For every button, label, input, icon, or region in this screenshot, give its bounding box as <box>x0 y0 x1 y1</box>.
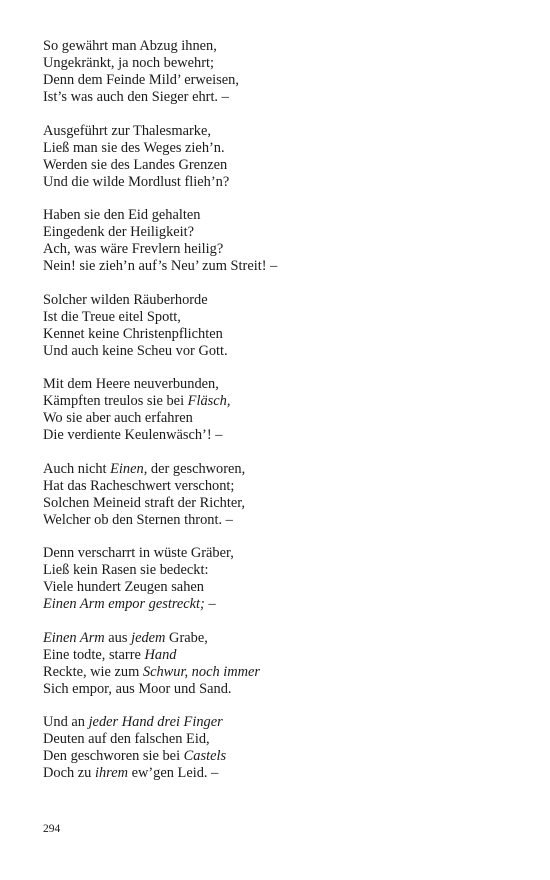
verse-segment: Haben sie den Eid gehalten <box>43 207 201 223</box>
verse-segment: Mit dem Heere neuverbunden, <box>43 376 219 392</box>
verse-line <box>43 123 523 140</box>
verse-line <box>43 681 523 698</box>
verse-segment: Ungekränkt, ja noch bewehrt; <box>43 55 215 71</box>
verse-segment: Reckte, wie zum <box>43 663 143 680</box>
verse-segment-italic: Einen Arm <box>43 629 105 646</box>
verse-line <box>43 512 523 529</box>
verse-line <box>43 410 523 427</box>
verse-segment: Doch zu <box>43 765 95 781</box>
verse-line <box>43 140 523 157</box>
verse-segment: Viele hundert Zeugen sahen <box>43 579 204 595</box>
verse-segment-italic: jeder Hand drei Finger <box>88 714 223 730</box>
verse-line <box>43 647 523 664</box>
verse-segment: – <box>204 596 216 612</box>
verse-segment: Und an <box>43 714 89 730</box>
verse-segment: Grabe, <box>165 629 208 646</box>
verse-segment: Ist’s was auch den Sieger ehrt. – <box>43 89 229 105</box>
verse-line <box>43 326 523 343</box>
verse-line <box>43 393 523 410</box>
verse-line <box>43 292 523 309</box>
verse-segment: Wo sie aber auch erfahren <box>43 410 193 426</box>
verse-line <box>43 376 523 393</box>
verse-segment: Eingedenk der Heiligkeit? <box>43 224 195 240</box>
verse-line <box>43 157 523 174</box>
stanza <box>43 630 523 698</box>
verse-segment: Ausgeführt zur Thalesmarke, <box>43 122 211 139</box>
verse-line <box>43 427 523 444</box>
verse-line <box>43 748 523 765</box>
verse-segment: Denn dem Feinde Mild’ erweisen, <box>43 72 239 88</box>
verse-line <box>43 731 523 748</box>
verse-line <box>43 309 523 326</box>
stanza <box>43 123 523 191</box>
verse-segment: Ist die Treue eitel Spott, <box>43 308 181 325</box>
verse-line <box>43 55 523 72</box>
verse-segment: aus <box>104 629 132 646</box>
verse-segment: Kennet keine Christenpflichten <box>43 325 223 342</box>
page-number: 294 <box>43 823 61 835</box>
verse-line <box>43 224 523 241</box>
verse-segment: Welcher ob den Sternen thront. – <box>43 511 233 528</box>
verse-segment-italic: ihrem <box>94 765 128 781</box>
poem-body <box>43 38 523 799</box>
verse-segment-italic: Schwur, noch immer <box>142 663 261 680</box>
verse-segment: Solcher wilden Räuberhorde <box>43 291 208 308</box>
verse-segment-italic: jedem <box>131 629 166 646</box>
verse-segment: Solchen Meineid straft der Richter, <box>43 494 246 511</box>
verse-line <box>43 596 523 613</box>
verse-line <box>43 478 523 495</box>
verse-segment: Kämpften treulos sie bei <box>43 393 188 409</box>
verse-segment: der geschworen, <box>147 460 246 477</box>
verse-line <box>43 38 523 55</box>
verse-segment: Sich empor, aus Moor und Sand. <box>43 680 232 697</box>
stanza <box>43 714 523 782</box>
verse-line <box>43 241 523 258</box>
stanza <box>43 545 523 613</box>
stanza <box>43 376 523 444</box>
verse-segment: Deuten auf den falschen Eid, <box>43 731 210 747</box>
verse-line <box>43 89 523 106</box>
verse-segment: Auch nicht <box>43 460 111 477</box>
verse-segment: Hat das Racheschwert verschont; <box>43 477 235 494</box>
verse-segment: Und die wilde Mordlust flieh’n? <box>43 173 230 190</box>
verse-segment: So gewährt man Abzug ihnen, <box>43 38 217 54</box>
stanza <box>43 292 523 360</box>
stanza <box>43 38 523 106</box>
verse-segment: Und auch keine Scheu vor Gott. <box>43 342 228 359</box>
verse-segment-italic: Einen, <box>110 460 148 477</box>
verse-segment: Nein! sie zieh’n auf’s Neu’ zum Streit! – <box>43 258 278 274</box>
verse-line <box>43 495 523 512</box>
verse-line <box>43 664 523 681</box>
verse-segment: Ließ kein Rasen sie bedeckt: <box>43 562 209 578</box>
verse-line <box>43 545 523 562</box>
verse-segment-italic: Einen Arm empor gestreckt; <box>43 596 205 612</box>
verse-segment: Eine todte, starre <box>43 646 145 663</box>
verse-segment-italic: Fläsch, <box>187 393 231 409</box>
verse-line <box>43 207 523 224</box>
verse-segment: ew’gen Leid. – <box>128 765 219 781</box>
verse-segment: Ach, was wäre Frevlern heilig? <box>43 241 224 257</box>
verse-segment: Den geschworen sie bei <box>43 748 184 764</box>
verse-line <box>43 562 523 579</box>
verse-line <box>43 765 523 782</box>
verse-line <box>43 714 523 731</box>
verse-segment: Denn verscharrt in wüste Gräber, <box>43 545 234 561</box>
stanza <box>43 461 523 529</box>
verse-line <box>43 343 523 360</box>
verse-line <box>43 258 523 275</box>
verse-line <box>43 630 523 647</box>
verse-segment: Werden sie des Landes Grenzen <box>43 156 228 173</box>
verse-segment: Die verdiente Keulenwäsch’! – <box>43 427 223 443</box>
verse-line <box>43 72 523 89</box>
verse-segment-italic: Hand <box>144 646 177 663</box>
verse-segment: Ließ man sie des Weges zieh’n. <box>43 139 225 156</box>
verse-line <box>43 174 523 191</box>
stanza <box>43 207 523 275</box>
verse-line <box>43 461 523 478</box>
verse-line <box>43 579 523 596</box>
verse-segment-italic: Castels <box>183 748 227 764</box>
